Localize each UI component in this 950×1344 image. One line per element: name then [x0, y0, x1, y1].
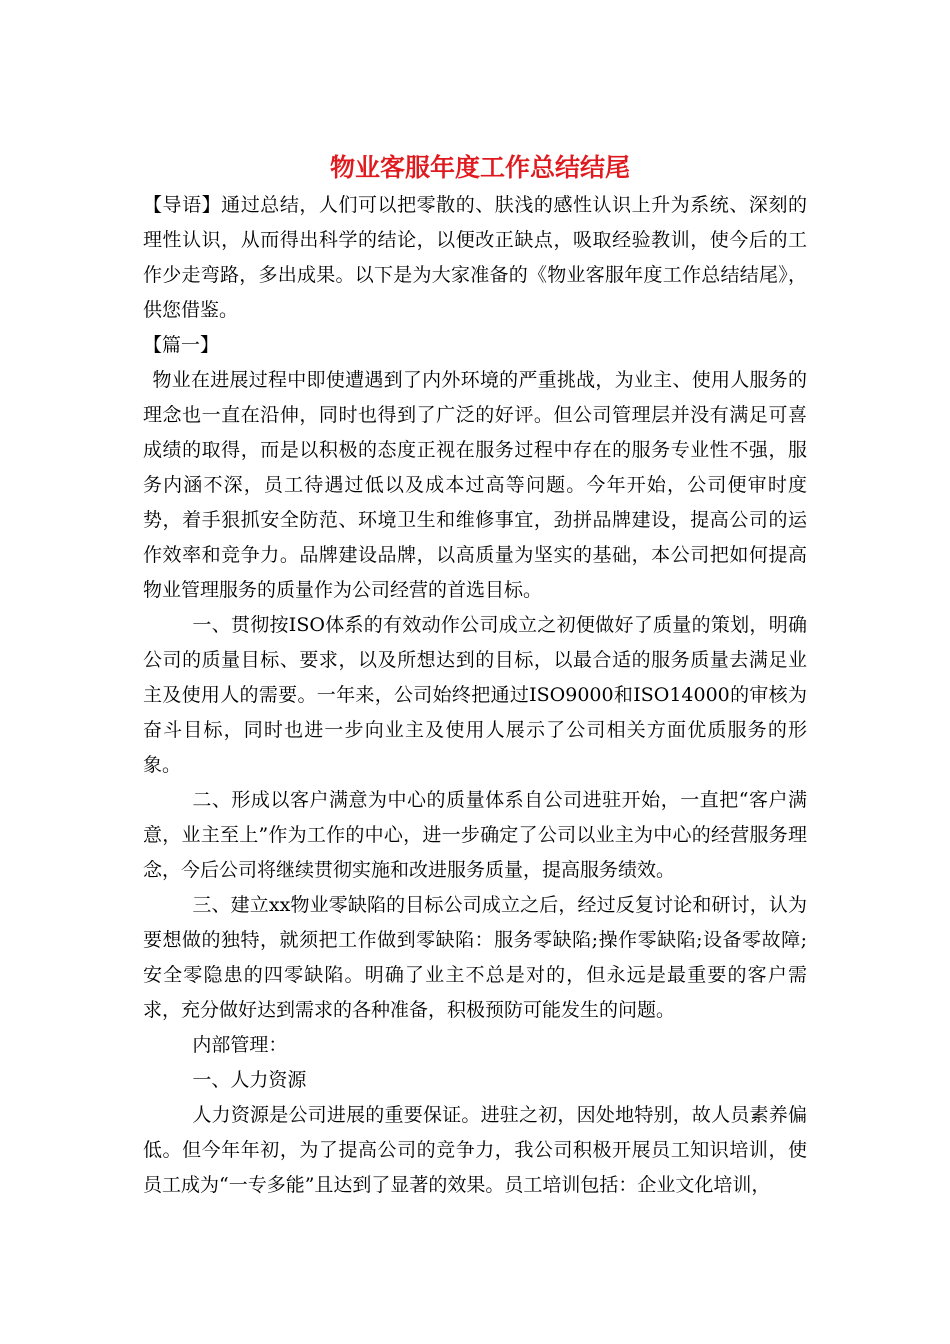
section-heading-part-one: 【篇一】 [143, 334, 220, 356]
body-paragraph-customer-satisfaction: 二、形成以客户满意为中心的质量体系自公司进驻开始，一直把“客户满意，业主至上”作为工作的中心，进一步确定了公司以业主为中心的经营服务理念，今后公司将继续贯彻实施和改进服务质量，提高服务绩效。 [143, 789, 807, 881]
body-paragraph-human-resources: 人力资源是公司进展的重要保证。进驻之初，因处地特别，故人员素养偏低。但今年年初，为了提高公司的竞争力，我公司积极开展员工知识培训，使员工成为“一专多能”且达到了显著的效果。员工培训包括：企业文化培训， [143, 1104, 807, 1196]
body-paragraph-overview: 物业在进展过程中即使遭遇到了内外环境的严重挑战，为业主、使用人服务的理念也一直在沿伸，同时也得到了广泛的好评。但公司管理层并没有满足可喜成绩的取得，而是以积极的态度正视在服务过程中存在的服务专业性不强，服务内涵不深，员工待遇过低以及成本过高等问题。今年开始，公司便审时度势，着手狠抓安全防范、环境卫生和维修事宜，劲拼品牌建设，提高公司的运作效率和竞争力。品牌建设品牌，以高质量为坚实的基础，本公司把如何提高物业管理服务的质量作为公司经营的首选目标。 [143, 369, 807, 601]
body-paragraph-iso: 一、贯彻按ISO体系的有效动作公司成立之初便做好了质量的策划，明确公司的质量目标、要求，以及所想达到的目标，以最合适的服务质量去满足业主及使用人的需要。一年来，公司始终把通过ISO9000和ISO14000的审核为奋斗目标，同时也进一步向业主及使用人展示了公司相关方面优质服务的形象。 [143, 614, 807, 776]
subheading-human-resources: 一、人力资源 [192, 1069, 307, 1091]
subheading-internal-management: 内部管理： [192, 1034, 288, 1056]
document-title: 物业客服年度工作总结结尾 [329, 153, 630, 182]
document-page [143, 148, 807, 1203]
body-paragraph-zero-defect: 三、建立xx物业零缺陷的目标公司成立之后，经过反复讨论和研讨，认为要想做的独特，就须把工作做到零缺陷：服务零缺陷;操作零缺陷;设备零故障;安全零隐患的四零缺陷。明确了业主不总是对的，但永远是最重要的客户需求，充分做好达到需求的各种准备，积极预防可能发生的问题。 [143, 894, 807, 1021]
intro-paragraph: 【导语】通过总结，人们可以把零散的、肤浅的感性认识上升为系统、深刻的理性认识，从而得出科学的结论，以便改正缺点，吸取经验教训，使今后的工作少走弯路，多出成果。以下是为大家准备的《物业客服年度工作总结结尾》，供您借鉴。 [143, 194, 807, 321]
